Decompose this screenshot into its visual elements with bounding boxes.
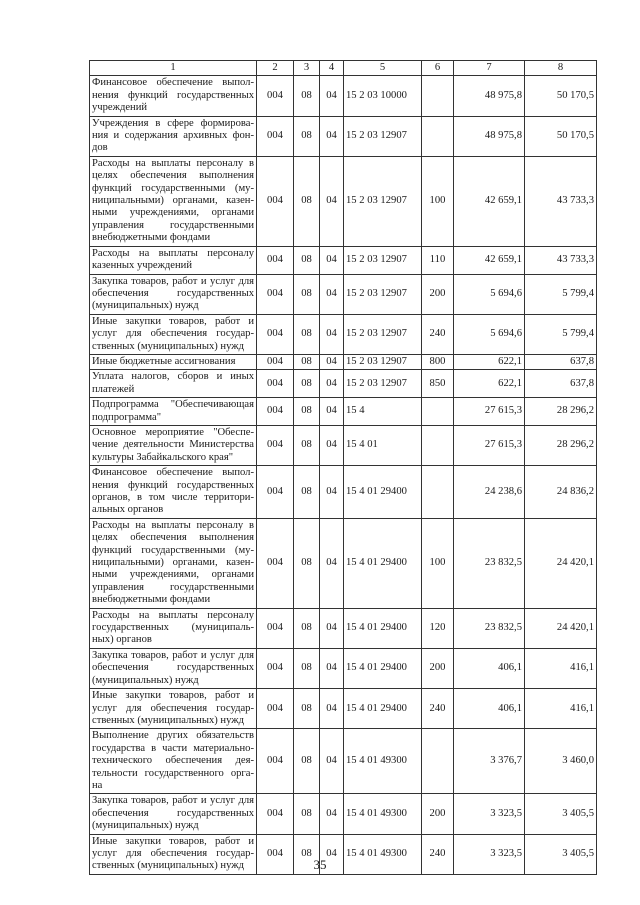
budget-table — [89, 60, 597, 875]
cell-target-article: 15 4 01 29400 — [344, 648, 422, 688]
cell-ministry-code: 004 — [257, 156, 294, 246]
cell-amount-year-2: 43 733,3 — [525, 156, 597, 246]
col-header-7: 7 — [454, 61, 525, 76]
cell-amount-year-1: 42 659,1 — [454, 156, 525, 246]
table-row — [90, 794, 597, 834]
cell-section-code: 08 — [294, 156, 320, 246]
cell-name: Закупка товаров, работ и услуг для обеспечения государственных (муниципальных) нужд — [90, 794, 257, 834]
table-row — [90, 354, 597, 369]
cell-expense-type: 200 — [422, 648, 454, 688]
cell-expense-type: 240 — [422, 314, 454, 354]
cell-section-code: 08 — [294, 794, 320, 834]
cell-section-code: 08 — [294, 466, 320, 519]
table-row — [90, 608, 597, 648]
cell-amount-year-2: 24 420,1 — [525, 518, 597, 608]
cell-ministry-code: 004 — [257, 398, 294, 426]
cell-amount-year-2: 5 799,4 — [525, 274, 597, 314]
cell-name: Основное мероприятие "Обеспе-чение деятельности Министерства культуры Забайкальского края" — [90, 425, 257, 465]
table-row — [90, 76, 597, 116]
cell-section-code: 08 — [294, 246, 320, 274]
cell-ministry-code: 004 — [257, 608, 294, 648]
cell-target-article: 15 4 01 49300 — [344, 794, 422, 834]
table-body — [90, 76, 597, 874]
cell-amount-year-1: 27 615,3 — [454, 398, 525, 426]
cell-ministry-code: 004 — [257, 794, 294, 834]
cell-amount-year-1: 622,1 — [454, 354, 525, 369]
cell-amount-year-1: 24 238,6 — [454, 466, 525, 519]
cell-subsection-code: 04 — [320, 314, 344, 354]
cell-subsection-code: 04 — [320, 425, 344, 465]
cell-target-article: 15 4 01 49300 — [344, 834, 422, 874]
cell-ministry-code: 004 — [257, 518, 294, 608]
cell-name: Уплата налогов, сборов и иных платежей — [90, 370, 257, 398]
cell-amount-year-1: 48 975,8 — [454, 116, 525, 156]
cell-amount-year-2: 50 170,5 — [525, 76, 597, 116]
cell-expense-type: 110 — [422, 246, 454, 274]
cell-subsection-code: 04 — [320, 466, 344, 519]
col-header-1: 1 — [90, 61, 257, 76]
cell-subsection-code: 04 — [320, 834, 344, 874]
cell-name: Финансовое обеспечение выпол-нения функций государственных учреждений — [90, 76, 257, 116]
cell-ministry-code: 004 — [257, 466, 294, 519]
cell-subsection-code: 04 — [320, 689, 344, 729]
cell-target-article: 15 4 01 29400 — [344, 689, 422, 729]
col-header-4: 4 — [320, 61, 344, 76]
cell-expense-type: 800 — [422, 354, 454, 369]
col-header-3: 3 — [294, 61, 320, 76]
cell-amount-year-2: 637,8 — [525, 370, 597, 398]
cell-name: Финансовое обеспечение выпол-нения функций государственных органов, в том числе территори-альных органов — [90, 466, 257, 519]
cell-ministry-code: 004 — [257, 834, 294, 874]
table-row — [90, 466, 597, 519]
cell-expense-type: 120 — [422, 608, 454, 648]
cell-amount-year-1: 42 659,1 — [454, 246, 525, 274]
cell-target-article: 15 2 03 12907 — [344, 314, 422, 354]
cell-ministry-code: 004 — [257, 314, 294, 354]
cell-section-code: 08 — [294, 648, 320, 688]
cell-name: Подпрограмма "Обеспечивающая подпрограмма" — [90, 398, 257, 426]
cell-subsection-code: 04 — [320, 398, 344, 426]
cell-amount-year-2: 43 733,3 — [525, 246, 597, 274]
cell-section-code: 08 — [294, 729, 320, 794]
cell-amount-year-1: 27 615,3 — [454, 425, 525, 465]
cell-amount-year-1: 23 832,5 — [454, 518, 525, 608]
cell-expense-type — [422, 729, 454, 794]
cell-expense-type — [422, 398, 454, 426]
cell-subsection-code: 04 — [320, 608, 344, 648]
page-number: 35 — [313, 857, 327, 872]
cell-subsection-code: 04 — [320, 76, 344, 116]
cell-expense-type — [422, 466, 454, 519]
table-row — [90, 370, 597, 398]
cell-section-code: 08 — [294, 834, 320, 874]
col-header-8: 8 — [525, 61, 597, 76]
cell-expense-type — [422, 425, 454, 465]
cell-amount-year-1: 622,1 — [454, 370, 525, 398]
cell-ministry-code: 004 — [257, 354, 294, 369]
cell-ministry-code: 004 — [257, 246, 294, 274]
table-row — [90, 729, 597, 794]
cell-name: Иные бюджетные ассигнования — [90, 354, 257, 369]
table-row — [90, 689, 597, 729]
cell-name: Расходы на выплаты персоналу казенных учреждений — [90, 246, 257, 274]
cell-ministry-code: 004 — [257, 689, 294, 729]
cell-expense-type — [422, 76, 454, 116]
cell-name: Закупка товаров, работ и услуг для обеспечения государственных (муниципальных) нужд — [90, 648, 257, 688]
cell-subsection-code: 04 — [320, 116, 344, 156]
cell-amount-year-2: 5 799,4 — [525, 314, 597, 354]
table-row — [90, 648, 597, 688]
cell-section-code: 08 — [294, 425, 320, 465]
cell-ministry-code: 004 — [257, 116, 294, 156]
cell-amount-year-1: 406,1 — [454, 648, 525, 688]
cell-target-article: 15 2 03 12907 — [344, 274, 422, 314]
cell-name: Иные закупки товаров, работ и услуг для обеспечения государ-ственных (муниципальных) нужд — [90, 834, 257, 874]
col-header-2: 2 — [257, 61, 294, 76]
cell-amount-year-2: 416,1 — [525, 648, 597, 688]
cell-subsection-code: 04 — [320, 729, 344, 794]
cell-subsection-code: 04 — [320, 648, 344, 688]
cell-ministry-code: 004 — [257, 425, 294, 465]
cell-section-code: 08 — [294, 354, 320, 369]
cell-name: Закупка товаров, работ и услуг для обеспечения государственных (муниципальных) нужд — [90, 274, 257, 314]
table-row — [90, 518, 597, 608]
cell-amount-year-2: 3 405,5 — [525, 834, 597, 874]
table-row — [90, 246, 597, 274]
cell-amount-year-1: 3 323,5 — [454, 834, 525, 874]
cell-ministry-code: 004 — [257, 648, 294, 688]
cell-name: Расходы на выплаты персоналу в целях обеспечения выполнения функций государственными (му-ниципальными) органами, казен-ными учреждениями, органами управления государственными внебюджетными фондами — [90, 156, 257, 246]
cell-expense-type: 100 — [422, 518, 454, 608]
table-row — [90, 156, 597, 246]
cell-target-article: 15 4 01 29400 — [344, 466, 422, 519]
cell-amount-year-1: 406,1 — [454, 689, 525, 729]
cell-expense-type — [422, 116, 454, 156]
cell-section-code: 08 — [294, 76, 320, 116]
table-row — [90, 425, 597, 465]
cell-amount-year-1: 3 376,7 — [454, 729, 525, 794]
cell-subsection-code: 04 — [320, 274, 344, 314]
cell-ministry-code: 004 — [257, 729, 294, 794]
cell-subsection-code: 04 — [320, 794, 344, 834]
cell-amount-year-2: 28 296,2 — [525, 398, 597, 426]
cell-subsection-code: 04 — [320, 246, 344, 274]
cell-amount-year-2: 3 405,5 — [525, 794, 597, 834]
cell-amount-year-2: 24 836,2 — [525, 466, 597, 519]
cell-section-code: 08 — [294, 608, 320, 648]
cell-section-code: 08 — [294, 518, 320, 608]
cell-amount-year-2: 24 420,1 — [525, 608, 597, 648]
cell-name: Выполнение других обязательств государства в части материально-технического обеспечения дея-тельности государственного орга-на — [90, 729, 257, 794]
cell-expense-type: 240 — [422, 689, 454, 729]
cell-target-article: 15 4 01 49300 — [344, 729, 422, 794]
header-row — [90, 61, 597, 76]
cell-amount-year-2: 50 170,5 — [525, 116, 597, 156]
cell-subsection-code: 04 — [320, 354, 344, 369]
cell-section-code: 08 — [294, 689, 320, 729]
cell-amount-year-1: 5 694,6 — [454, 274, 525, 314]
table-row — [90, 116, 597, 156]
cell-amount-year-2: 3 460,0 — [525, 729, 597, 794]
cell-section-code: 08 — [294, 274, 320, 314]
cell-amount-year-1: 5 694,6 — [454, 314, 525, 354]
table-row — [90, 314, 597, 354]
cell-target-article: 15 4 — [344, 398, 422, 426]
cell-subsection-code: 04 — [320, 156, 344, 246]
cell-ministry-code: 004 — [257, 274, 294, 314]
cell-amount-year-1: 23 832,5 — [454, 608, 525, 648]
cell-amount-year-2: 637,8 — [525, 354, 597, 369]
cell-subsection-code: 04 — [320, 518, 344, 608]
cell-section-code: 08 — [294, 314, 320, 354]
cell-target-article: 15 2 03 12907 — [344, 370, 422, 398]
cell-target-article: 15 4 01 29400 — [344, 518, 422, 608]
cell-subsection-code: 04 — [320, 370, 344, 398]
cell-name: Учреждения в сфере формирова-ния и содержания архивных фон-дов — [90, 116, 257, 156]
cell-expense-type: 100 — [422, 156, 454, 246]
cell-target-article: 15 2 03 12907 — [344, 116, 422, 156]
cell-target-article: 15 2 03 12907 — [344, 354, 422, 369]
cell-section-code: 08 — [294, 398, 320, 426]
cell-amount-year-1: 3 323,5 — [454, 794, 525, 834]
cell-expense-type: 200 — [422, 794, 454, 834]
cell-expense-type: 200 — [422, 274, 454, 314]
cell-name: Иные закупки товаров, работ и услуг для обеспечения государ-ственных (муниципальных) нужд — [90, 314, 257, 354]
cell-name: Расходы на выплаты персоналу государственных (муниципаль-ных) органов — [90, 608, 257, 648]
table-row — [90, 398, 597, 426]
cell-expense-type: 850 — [422, 370, 454, 398]
cell-name: Иные закупки товаров, работ и услуг для обеспечения государ-ственных (муниципальных) нужд — [90, 689, 257, 729]
cell-target-article: 15 2 03 12907 — [344, 156, 422, 246]
cell-expense-type: 240 — [422, 834, 454, 874]
table-row — [90, 274, 597, 314]
cell-ministry-code: 004 — [257, 370, 294, 398]
cell-target-article: 15 2 03 10000 — [344, 76, 422, 116]
cell-amount-year-2: 416,1 — [525, 689, 597, 729]
col-header-5: 5 — [344, 61, 422, 76]
cell-amount-year-2: 28 296,2 — [525, 425, 597, 465]
cell-name: Расходы на выплаты персоналу в целях обеспечения выполнения функций государственными (му-ниципальными) органами, казен-ными учреждениями, органами управления государственными внебюджетными фондами — [90, 518, 257, 608]
cell-target-article: 15 4 01 29400 — [344, 608, 422, 648]
cell-amount-year-1: 48 975,8 — [454, 76, 525, 116]
cell-section-code: 08 — [294, 116, 320, 156]
col-header-6: 6 — [422, 61, 454, 76]
cell-section-code: 08 — [294, 370, 320, 398]
cell-ministry-code: 004 — [257, 76, 294, 116]
cell-target-article: 15 2 03 12907 — [344, 246, 422, 274]
cell-target-article: 15 4 01 — [344, 425, 422, 465]
